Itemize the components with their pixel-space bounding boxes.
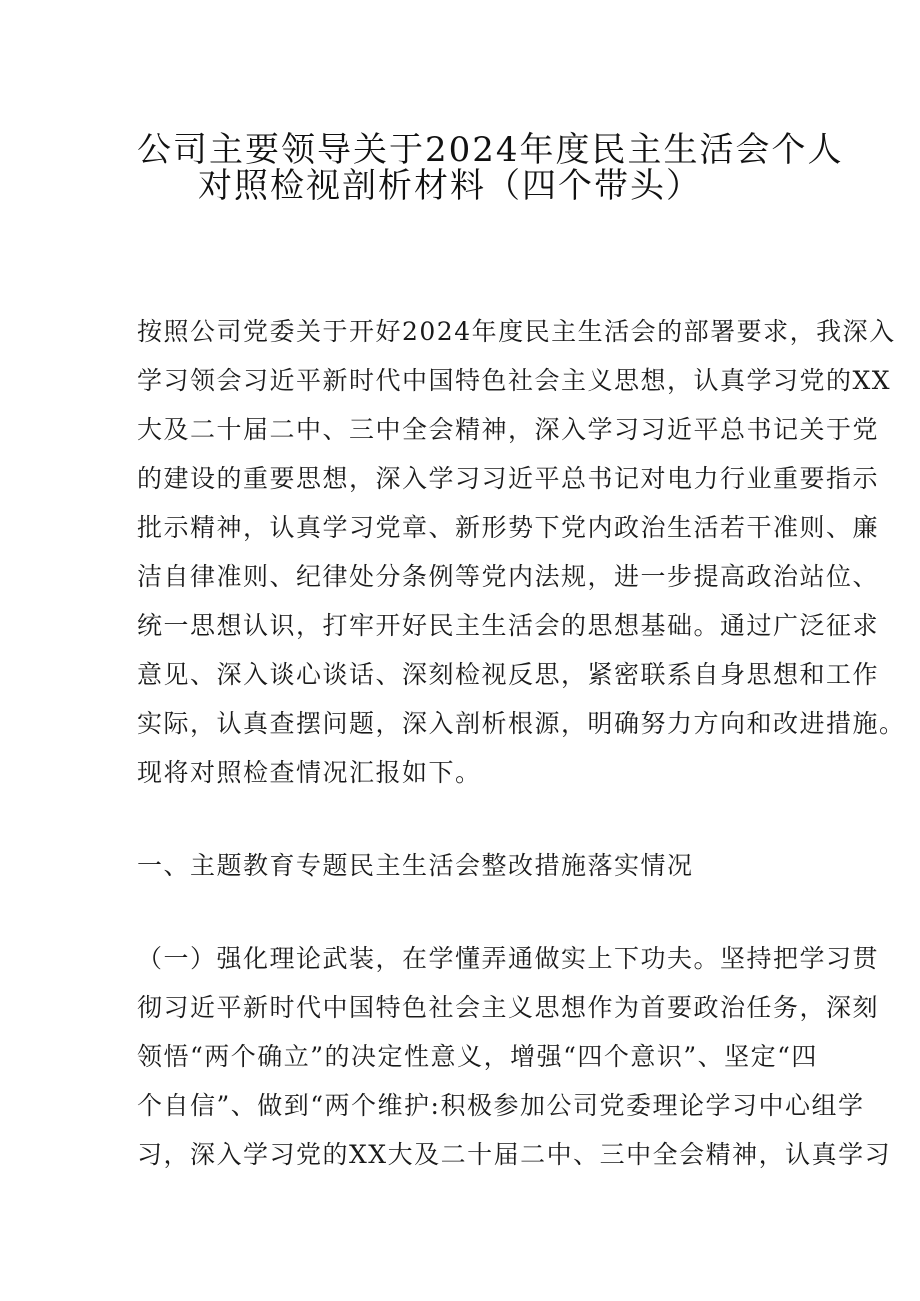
- document-title-line-2: 对照检视剖析材料（四个带头）: [198, 166, 702, 206]
- section-heading: 一、主题教育专题民主生活会整改措施落实情况: [137, 851, 694, 880]
- intro-line-9: 实际，认真查摆问题，深入剖析根源，明确努力方向和改进措施。: [137, 709, 906, 738]
- intro-line-3: 大及二十届二中、三中全会精神，深入学习习近平总书记关于党: [137, 415, 880, 444]
- intro-line-2: 学习领会习近平新时代中国特色社会主义思想，认真学习党的XX: [137, 366, 892, 395]
- subsection-line-1: （一）强化理论武装，在学懂弄通做实上下功夫。坚持把学习贯: [137, 944, 880, 973]
- subsection-line-3: 领悟“两个确立”的决定性意义，增强“四个意识”、坚定“四: [137, 1042, 818, 1071]
- subsection-line-5: 习，深入学习党的XX大及二十届二中、三中全会精神，认真学习: [137, 1140, 892, 1169]
- intro-line-1: 按照公司党委关于开好2024年度民主生活会的部署要求，我深入: [137, 317, 896, 346]
- intro-line-5: 批示精神，认真学习党章、新形势下党内政治生活若干准则、廉: [137, 513, 880, 542]
- intro-line-4: 的建设的重要思想，深入学习习近平总书记对电力行业重要指示: [137, 464, 880, 493]
- subsection-line-2: 彻习近平新时代中国特色社会主义思想作为首要政治任务，深刻: [137, 993, 880, 1022]
- intro-line-8: 意见、深入谈心谈话、深刻检视反思，紧密联系自身思想和工作: [137, 660, 880, 689]
- document-title-line-1: 公司主要领导关于2024年度民主生活会个人: [137, 130, 844, 170]
- intro-line-6: 洁自律准则、纪律处分条例等党内法规，进一步提高政治站位、: [137, 562, 880, 591]
- intro-line-10: 现将对照检查情况汇报如下。: [137, 758, 482, 787]
- intro-line-7: 统一思想认识，打牢开好民主生活会的思想基础。通过广泛征求: [137, 611, 880, 640]
- subsection-line-4: 个自信”、做到“两个维护:积极参加公司党委理论学习中心组学: [137, 1091, 865, 1120]
